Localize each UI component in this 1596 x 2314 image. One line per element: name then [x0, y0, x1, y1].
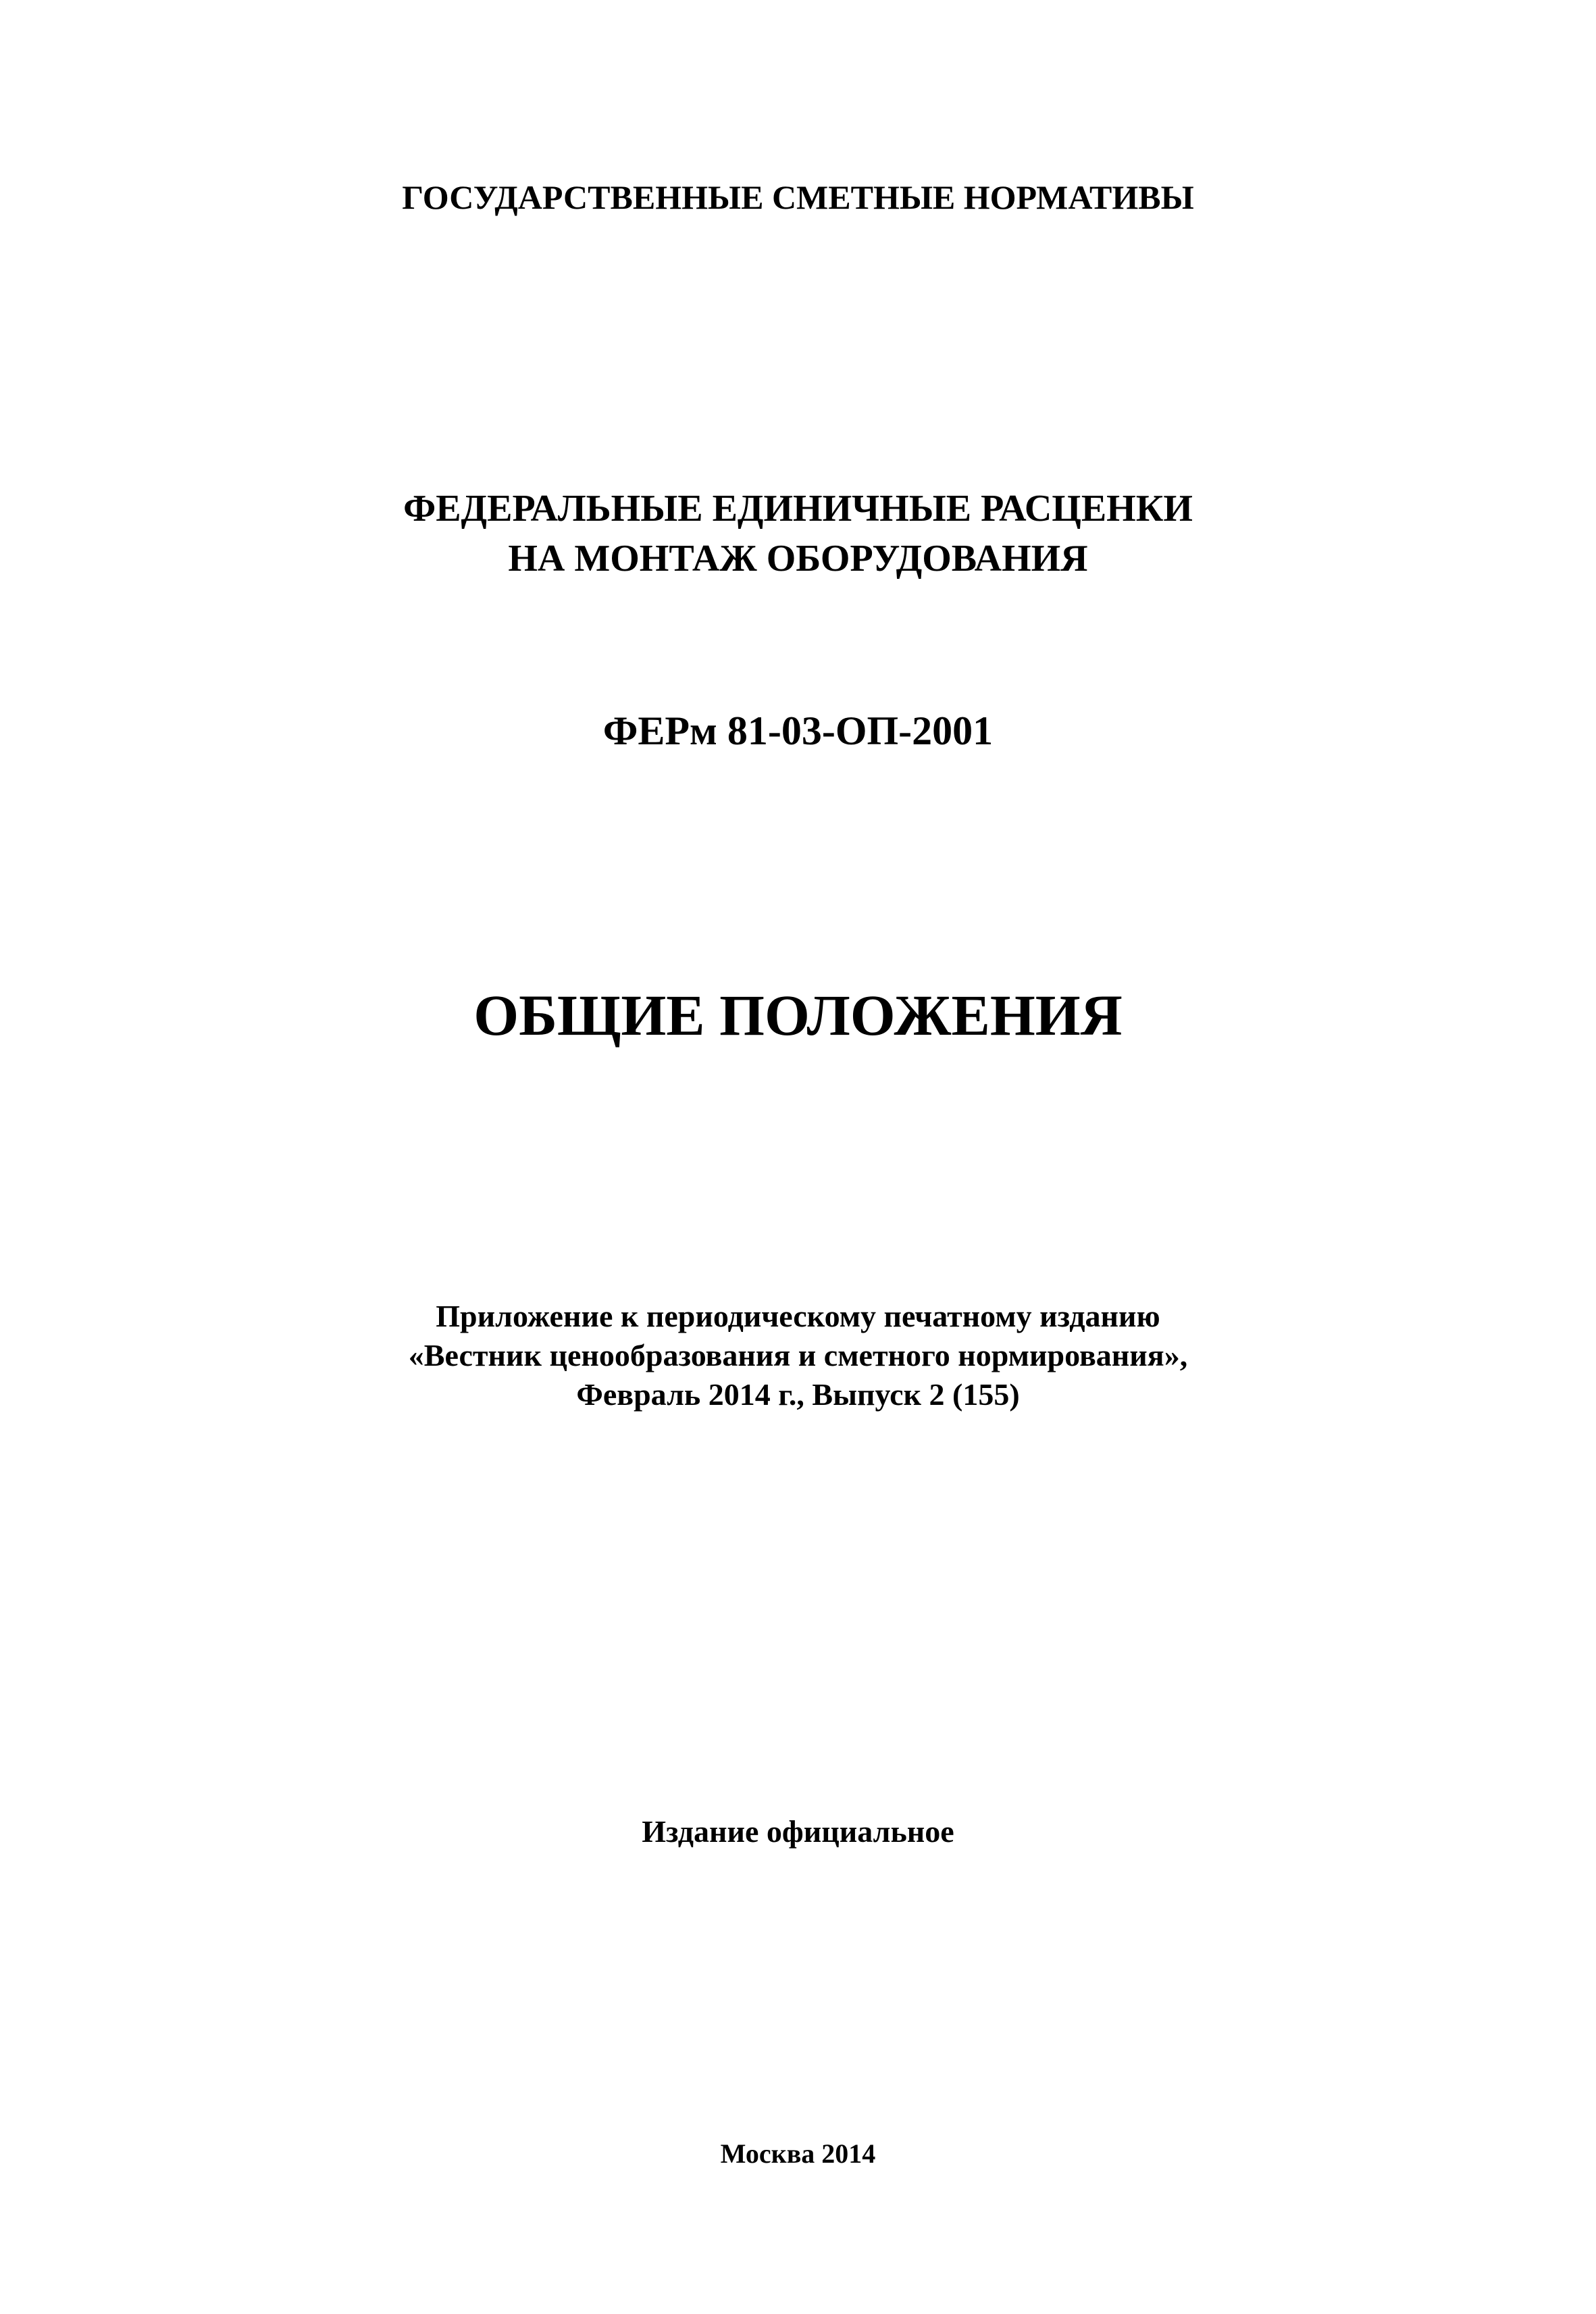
publication-note	[0, 1297, 1596, 1414]
publication-note-line-1: Приложение к периодическому печатному изданию	[436, 1299, 1160, 1333]
publication-note-line-2: «Вестник ценообразования и сметного нормирования»,	[408, 1338, 1188, 1372]
imprint-city-year: Москва 2014	[720, 2138, 876, 2169]
document-title-line-1: ФЕДЕРАЛЬНЫЕ ЕДИНИЧНЫЕ РАСЦЕНКИ	[403, 488, 1193, 530]
edition-label: Издание официальное	[642, 1814, 954, 1849]
document-title	[0, 484, 1596, 584]
publication-note-line-3: Февраль 2014 г., Выпуск 2 (155)	[576, 1377, 1020, 1412]
document-code: ФЕРм 81-03-ОП-2001	[602, 709, 994, 753]
document-title-line-2: НА МОНТАЖ ОБОРУДОВАНИЯ	[508, 538, 1088, 580]
section-title: ОБЩИЕ ПОЛОЖЕНИЯ	[473, 983, 1123, 1048]
series-header: ГОСУДАРСТВЕННЫЕ СМЕТНЫЕ НОРМАТИВЫ	[402, 178, 1194, 216]
